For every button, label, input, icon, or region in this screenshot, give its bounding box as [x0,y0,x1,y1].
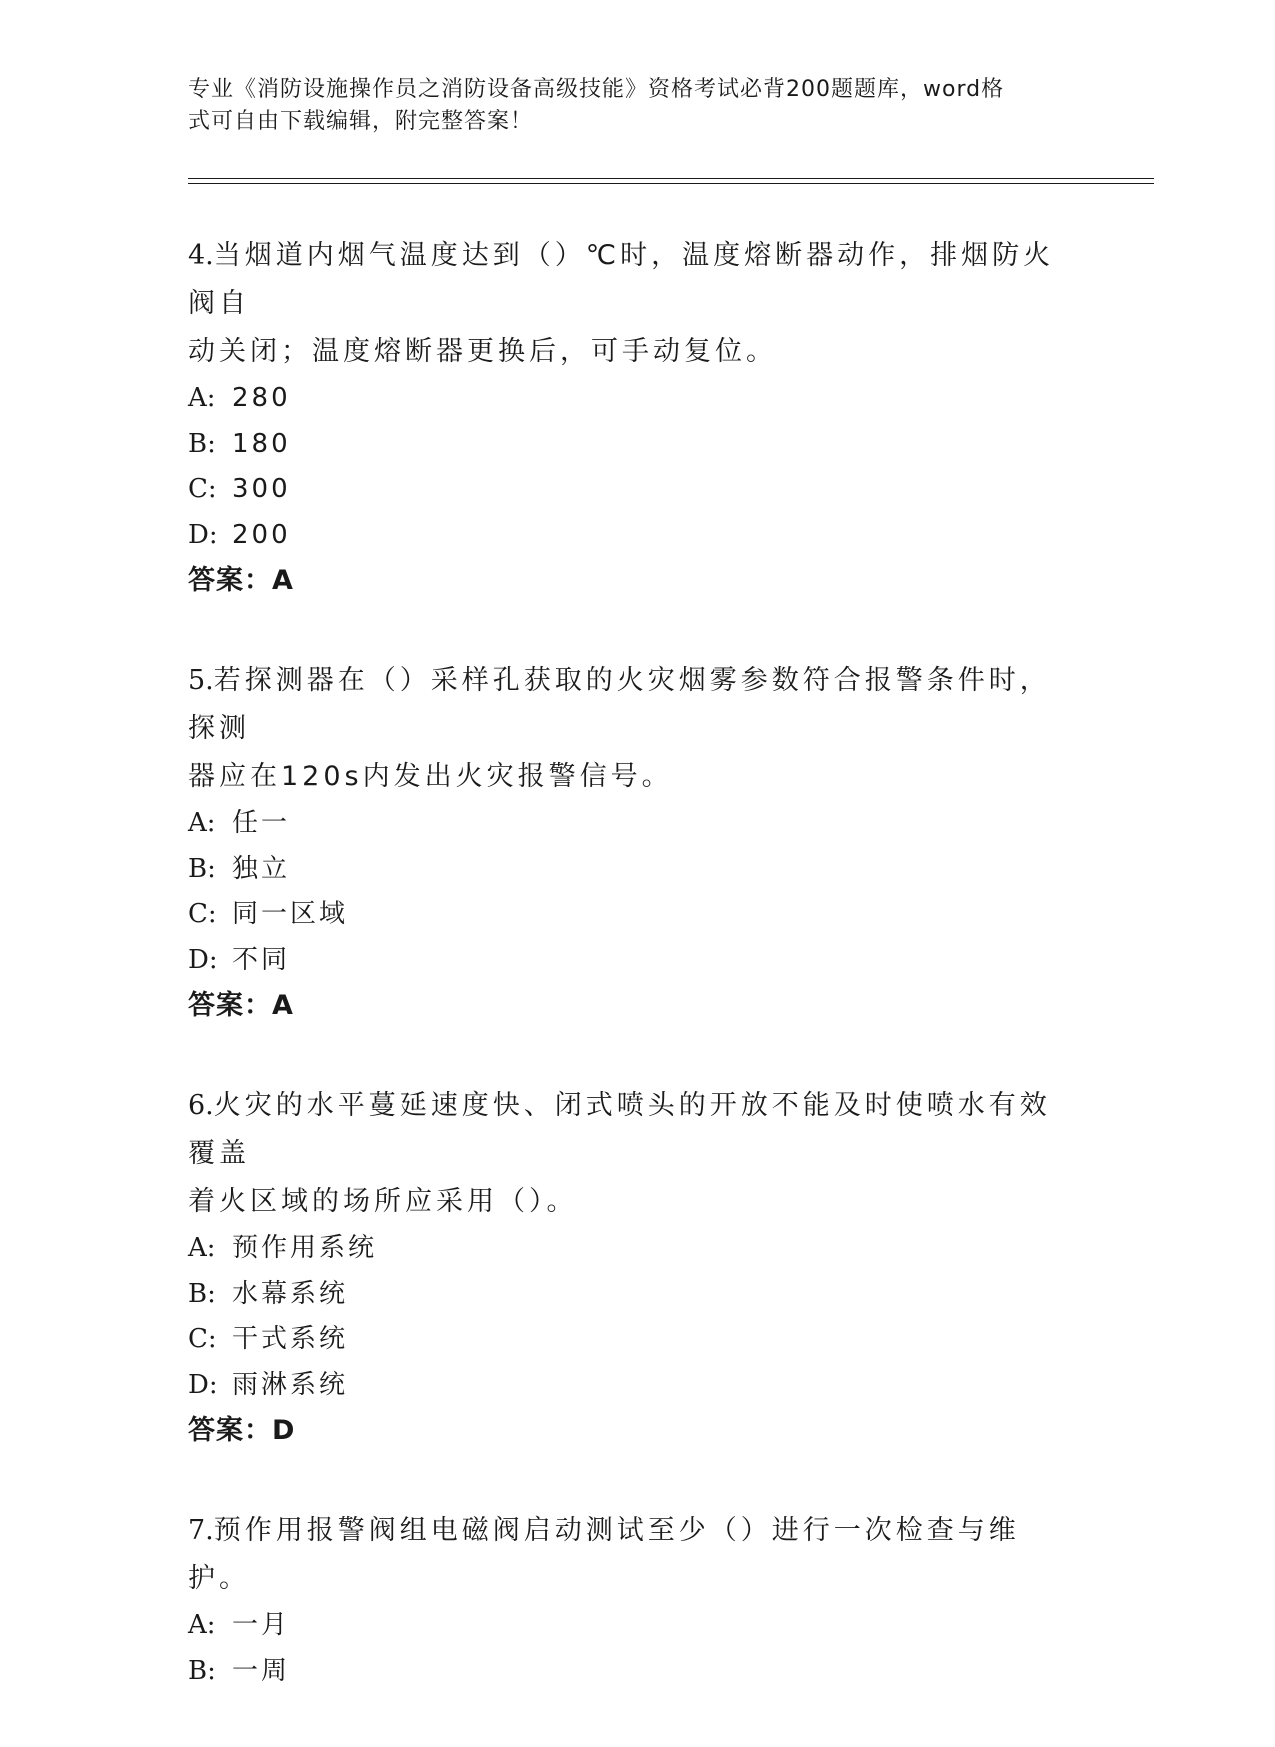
option-d [188,1363,1068,1409]
option-b [188,422,1068,468]
option-b [188,847,1068,893]
option-a [188,1603,1068,1649]
option-text: 干式系统 [232,1324,349,1354]
option-text: 一月 [232,1610,291,1640]
question-stem-line-2: 着火区域的场所应采用（）。 [188,1186,578,1217]
answer: 答案：D [188,1415,296,1446]
option-key: A: [188,383,216,413]
question-6 [188,1082,1068,1454]
option-key: C: [188,474,217,504]
option-text: 一周 [232,1655,291,1686]
question-stem [188,657,1068,753]
question-stem-line-1: 预作用报警阀组电磁阀启动测试至少（）进行一次检查与维护。 [188,1515,1020,1594]
header-divider-top [188,178,1154,179]
document-header [188,74,1068,138]
question-stem-line-1: 若探测器在（）采样孔获取的火灾烟雾参数符合报警条件时，探测 [188,665,1051,744]
question-stem-line-2: 动关闭；温度熔断器更换后，可手动复位。 [188,336,777,367]
option-b [188,1272,1068,1318]
question-number: 4. [188,240,214,271]
question-stem-line-2: 器应在120s内发出火灾报警信号。 [188,761,673,792]
option-key: B: [188,1655,216,1686]
option-text: 280 [232,383,291,413]
option-text: 水幕系统 [232,1278,349,1309]
option-c [188,892,1068,938]
question-stem-line-1: 火灾的水平蔓延速度快、闭式喷头的开放不能及时使喷水有效覆盖 [188,1090,1051,1169]
option-key: A: [188,1610,216,1640]
option-a [188,376,1068,422]
question-4 [188,232,1068,604]
option-text: 任一 [232,808,291,838]
option-key: D: [188,519,218,550]
option-text: 300 [232,474,291,504]
option-key: A: [188,1233,216,1263]
option-key: B: [188,428,216,459]
option-text: 预作用系统 [232,1233,378,1263]
question-number: 6. [188,1090,214,1121]
answer: 答案：A [188,565,294,596]
option-key: D: [188,1369,218,1400]
option-a [188,801,1068,847]
question-stem [188,1082,1068,1178]
option-c [188,467,1068,513]
question-stem [188,1507,1068,1603]
option-text: 180 [232,428,291,459]
option-key: B: [188,853,216,884]
option-text: 独立 [232,853,291,884]
answer: 答案：A [188,990,294,1021]
option-key: B: [188,1278,216,1309]
question-stem-line-1: 当烟道内烟气温度达到（）℃时，温度熔断器动作，排烟防火阀自 [188,240,1055,319]
option-d [188,513,1068,559]
header-line-2: 式可自由下载编辑，附完整答案！ [188,109,534,134]
option-key: D: [188,944,218,975]
option-key: C: [188,899,217,929]
question-list [188,232,1068,1747]
question-5 [188,657,1068,1029]
option-key: C: [188,1324,217,1354]
question-number: 5. [188,665,214,696]
option-a [188,1226,1068,1272]
header-line-1: 专业《消防设施操作员之消防设备高级技能》资格考试必背200题题库，word格 [188,77,1005,102]
question-7 [188,1507,1068,1694]
header-divider-bottom [188,183,1154,184]
option-c [188,1317,1068,1363]
question-number: 7. [188,1515,214,1546]
option-text: 200 [232,519,291,550]
option-text: 雨淋系统 [232,1369,349,1400]
option-text: 同一区域 [232,899,349,929]
question-stem [188,232,1068,328]
option-d [188,938,1068,984]
option-b [188,1649,1068,1695]
option-text: 不同 [232,944,291,975]
option-key: A: [188,808,216,838]
